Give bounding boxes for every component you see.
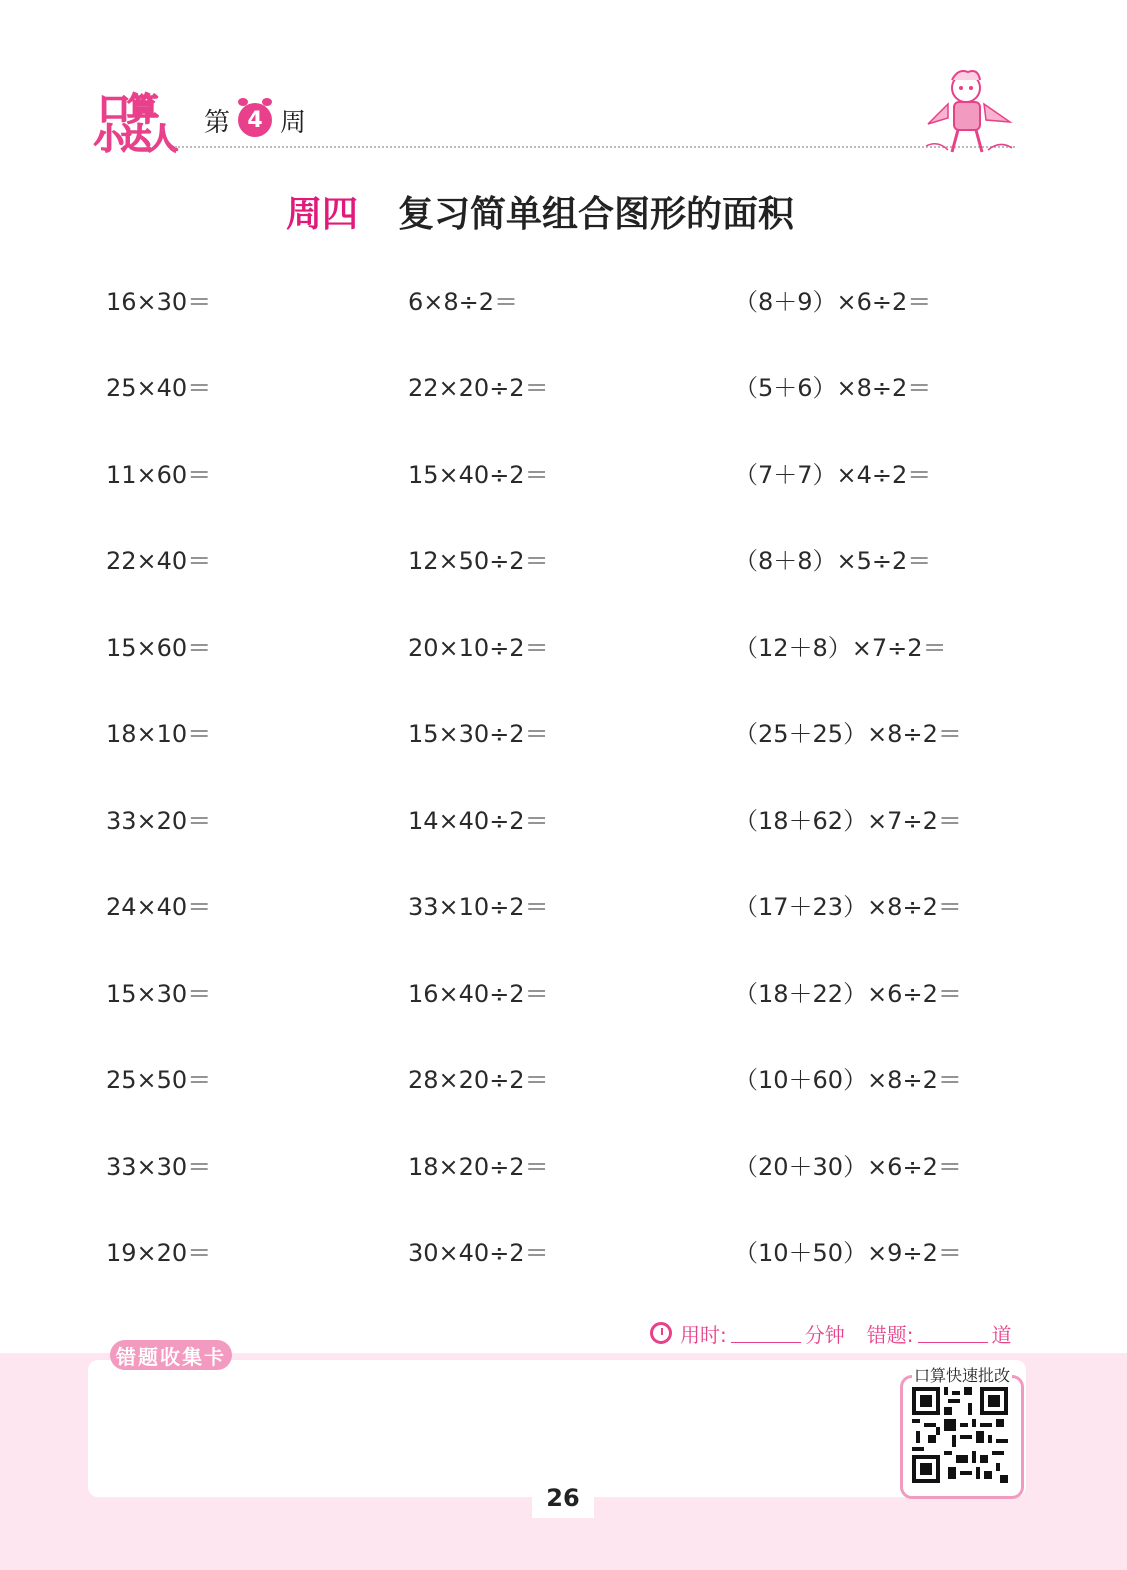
- time-label: 用时:: [680, 1322, 727, 1347]
- problem-col2: 14×40÷2＝: [408, 807, 549, 835]
- problem-col2: 15×30÷2＝: [408, 720, 549, 748]
- problem-col3: （10＋60）×8÷2＝: [734, 1066, 962, 1094]
- problem-row: [0, 628, 1127, 668]
- problem-col1: 22×40＝: [106, 547, 212, 575]
- problem-col2: 30×40÷2＝: [408, 1239, 549, 1267]
- title-day: 周四: [286, 194, 359, 235]
- problem-col3: （20＋30）×6÷2＝: [734, 1153, 962, 1181]
- problem-col2: 33×10÷2＝: [408, 893, 549, 921]
- error-collection-label: 错题收集卡: [110, 1340, 232, 1370]
- problem-row: [0, 1060, 1127, 1100]
- problem-col2: 18×20÷2＝: [408, 1153, 549, 1181]
- page-number: 26: [532, 1478, 594, 1518]
- problem-col3: （12＋8）×7÷2＝: [734, 634, 947, 662]
- week-prefix: 第: [204, 107, 231, 138]
- problem-col3: （5＋6）×8÷2＝: [734, 374, 932, 402]
- problem-col2: 28×20÷2＝: [408, 1066, 549, 1094]
- problem-row: [0, 714, 1127, 754]
- problem-col1: 18×10＝: [106, 720, 212, 748]
- logo-line1: 口算: [98, 90, 157, 128]
- qr-caption: 口算快速批改: [912, 1363, 1012, 1386]
- problem-col1: 33×20＝: [106, 807, 212, 835]
- problem-row: [0, 282, 1127, 322]
- problem-col1: 11×60＝: [106, 461, 212, 489]
- errors-blank[interactable]: [918, 1324, 988, 1343]
- problem-col1: 15×30＝: [106, 980, 212, 1008]
- week-suffix: 周: [280, 107, 307, 138]
- problem-row: [0, 974, 1127, 1014]
- problem-col1: 33×30＝: [106, 1153, 212, 1181]
- logo: [92, 84, 184, 157]
- problem-col2: 20×10÷2＝: [408, 634, 549, 662]
- mascot-illustration: [918, 66, 1018, 162]
- problem-col1: 16×30＝: [106, 288, 212, 316]
- problem-row: [0, 801, 1127, 841]
- title-topic: 复习简单组合图形的面积: [398, 194, 795, 235]
- problem-col2: 22×20÷2＝: [408, 374, 549, 402]
- qr-code-icon[interactable]: [912, 1387, 1008, 1483]
- time-and-errors-record: [650, 1318, 1012, 1348]
- error-collection-card: [88, 1360, 1026, 1497]
- problem-col2: 15×40÷2＝: [408, 461, 549, 489]
- problem-col1: 15×60＝: [106, 634, 212, 662]
- problem-col3: （8＋9）×6÷2＝: [734, 288, 932, 316]
- problem-col2: 16×40÷2＝: [408, 980, 549, 1008]
- problem-col3: （25＋25）×8÷2＝: [734, 720, 962, 748]
- problem-col3: （18＋62）×7÷2＝: [734, 807, 962, 835]
- problem-row: [0, 455, 1127, 495]
- problem-col3: （17＋23）×8÷2＝: [734, 893, 962, 921]
- errors-unit: 道: [991, 1322, 1012, 1347]
- problem-col1: 24×40＝: [106, 893, 212, 921]
- logo-line2: 小达人: [94, 122, 175, 157]
- problem-row: [0, 1147, 1127, 1187]
- problem-col2: 12×50÷2＝: [408, 547, 549, 575]
- problem-col1: 25×50＝: [106, 1066, 212, 1094]
- problem-col3: （8＋8）×5÷2＝: [734, 547, 932, 575]
- problem-col3: （7＋7）×4÷2＝: [734, 461, 932, 489]
- header-divider: [175, 146, 1015, 148]
- time-unit: 分钟: [804, 1322, 845, 1347]
- week-number-badge: 4: [238, 103, 272, 137]
- problem-col3: （18＋22）×6÷2＝: [734, 980, 962, 1008]
- problem-row: [0, 887, 1127, 927]
- time-blank[interactable]: [731, 1324, 801, 1343]
- problem-col2: 6×8÷2＝: [408, 288, 519, 316]
- errors-label: 错题:: [866, 1322, 914, 1347]
- problem-row: [0, 541, 1127, 581]
- problem-col1: 19×20＝: [106, 1239, 212, 1267]
- stopwatch-icon: [650, 1322, 672, 1344]
- problem-row: [0, 1233, 1127, 1273]
- week-indicator: [204, 102, 306, 138]
- page-title: [286, 186, 794, 237]
- problem-row: [0, 368, 1127, 408]
- problem-col1: 25×40＝: [106, 374, 212, 402]
- problem-col3: （10＋50）×9÷2＝: [734, 1239, 962, 1267]
